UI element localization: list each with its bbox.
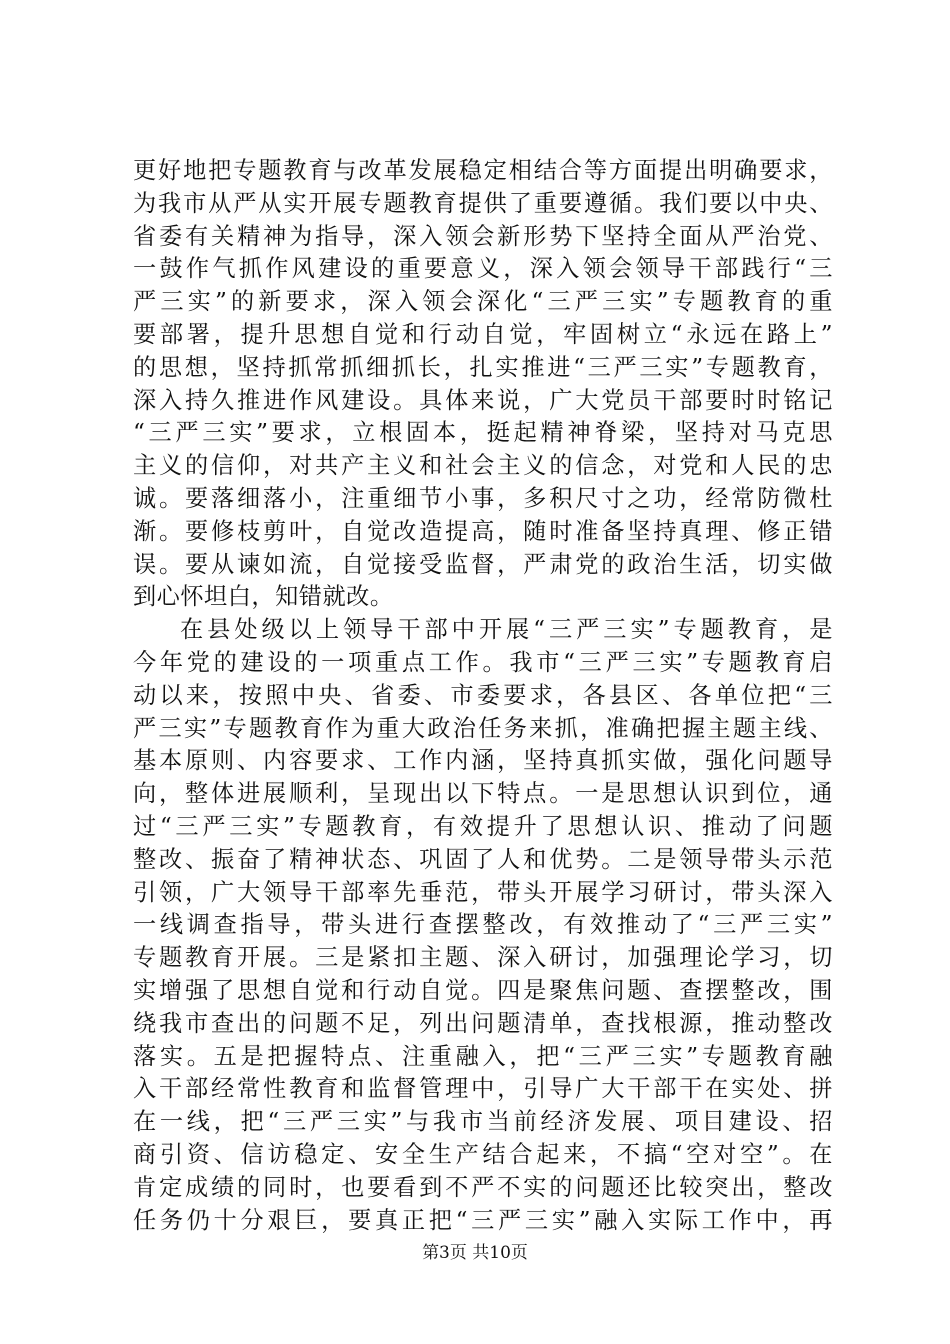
text-line: 实增强了思想自觉和行动自觉。四是聚焦问题、查摆整改，围 bbox=[133, 976, 833, 1004]
text-line: 为我市从严从实开展专题教育提供了重要遵循。我们要以中央、 bbox=[133, 189, 833, 217]
text-line: 省委有关精神为指导，深入领会新形势下坚持全面从严治党、 bbox=[133, 222, 833, 250]
page-footer bbox=[0, 1242, 950, 1264]
text-line: 整改、振奋了精神状态、巩固了人和优势。二是领导带头示范 bbox=[133, 845, 833, 873]
text-line: 任务仍十分艰巨，要真正把“三严三实”融入实际工作中，再 bbox=[133, 1206, 833, 1234]
text-line: 严三实”专题教育作为重大政治任务来抓，准确把握主题主线、 bbox=[133, 714, 833, 742]
text-line: 诚。要落细落小，注重细节小事，多积尺寸之功，经常防微杜 bbox=[133, 484, 833, 512]
text-line: 引领，广大领导干部率先垂范，带头开展学习研讨，带头深入 bbox=[133, 878, 833, 906]
paragraph-1 bbox=[133, 155, 833, 614]
text-line: 误。要从谏如流，自觉接受监督，严肃党的政治生活，切实做 bbox=[133, 550, 833, 578]
text-line: 在一线，把“三严三实”与我市当前经济发展、项目建设、招 bbox=[133, 1108, 833, 1136]
text-line: 肯定成绩的同时，也要看到不严不实的问题还比较突出，整改 bbox=[133, 1173, 833, 1201]
text-line: 今年党的建设的一项重点工作。我市“三严三实”专题教育启 bbox=[133, 648, 833, 676]
text-line: 要部署，提升思想自觉和行动自觉，牢固树立“永远在路上” bbox=[133, 320, 833, 348]
text-line: 商引资、信访稳定、安全生产结合起来，不搞“空对空”。在 bbox=[133, 1140, 833, 1168]
text-line: 落实。五是把握特点、注重融入，把“三严三实”专题教育融 bbox=[133, 1042, 833, 1070]
text-line: 基本原则、内容要求、工作内涵，坚持真抓实做，强化问题导 bbox=[133, 747, 833, 775]
paragraph-2 bbox=[133, 614, 833, 1237]
text-line: 一线调查指导，带头进行查摆整改，有效推动了“三严三实” bbox=[133, 911, 833, 939]
text-line: 严三实”的新要求，深入领会深化“三严三实”专题教育的重 bbox=[133, 288, 833, 316]
text-line: 主义的信仰，对共产主义和社会主义的信念，对党和人民的忠 bbox=[133, 452, 833, 480]
text-line: 专题教育开展。三是紧扣主题、深入研讨，加强理论学习，切 bbox=[133, 944, 833, 972]
text-line: 在县处级以上领导干部中开展“三严三实”专题教育，是 bbox=[180, 616, 833, 644]
text-line: 渐。要修枝剪叶，自觉改造提高，随时准备坚持真理、修正错 bbox=[133, 517, 833, 545]
document-body bbox=[133, 155, 833, 1237]
text-line: 一鼓作气抓作风建设的重要意义，深入领会领导干部践行“三 bbox=[133, 255, 833, 283]
text-line: 深入持久推进作风建设。具体来说，广大党员干部要时时铭记 bbox=[133, 386, 833, 414]
text-line: 的思想，坚持抓常抓细抓长，扎实推进“三严三实”专题教育， bbox=[133, 353, 833, 381]
text-line: 更好地把专题教育与改革发展稳定相结合等方面提出明确要求， bbox=[133, 157, 833, 184]
text-line: “三严三实”要求，立根固本，挺起精神脊梁，坚持对马克思 bbox=[133, 419, 833, 447]
text-line: 绕我市查出的问题不足，列出问题清单，查找根源，推动整改 bbox=[133, 1009, 833, 1037]
text-line: 过“三严三实”专题教育，有效提升了思想认识、推动了问题 bbox=[133, 812, 833, 840]
text-line: 到心怀坦白，知错就改。 bbox=[133, 583, 394, 611]
page-number-label: 第3页 共10页 bbox=[422, 1243, 528, 1263]
text-line: 向，整体进展顺利，呈现出以下特点。一是思想认识到位，通 bbox=[133, 780, 833, 808]
text-line: 入干部经常性教育和监督管理中，引导广大干部干在实处、拼 bbox=[133, 1075, 833, 1103]
text-line: 动以来，按照中央、省委、市委要求，各县区、各单位把“三 bbox=[133, 681, 833, 709]
